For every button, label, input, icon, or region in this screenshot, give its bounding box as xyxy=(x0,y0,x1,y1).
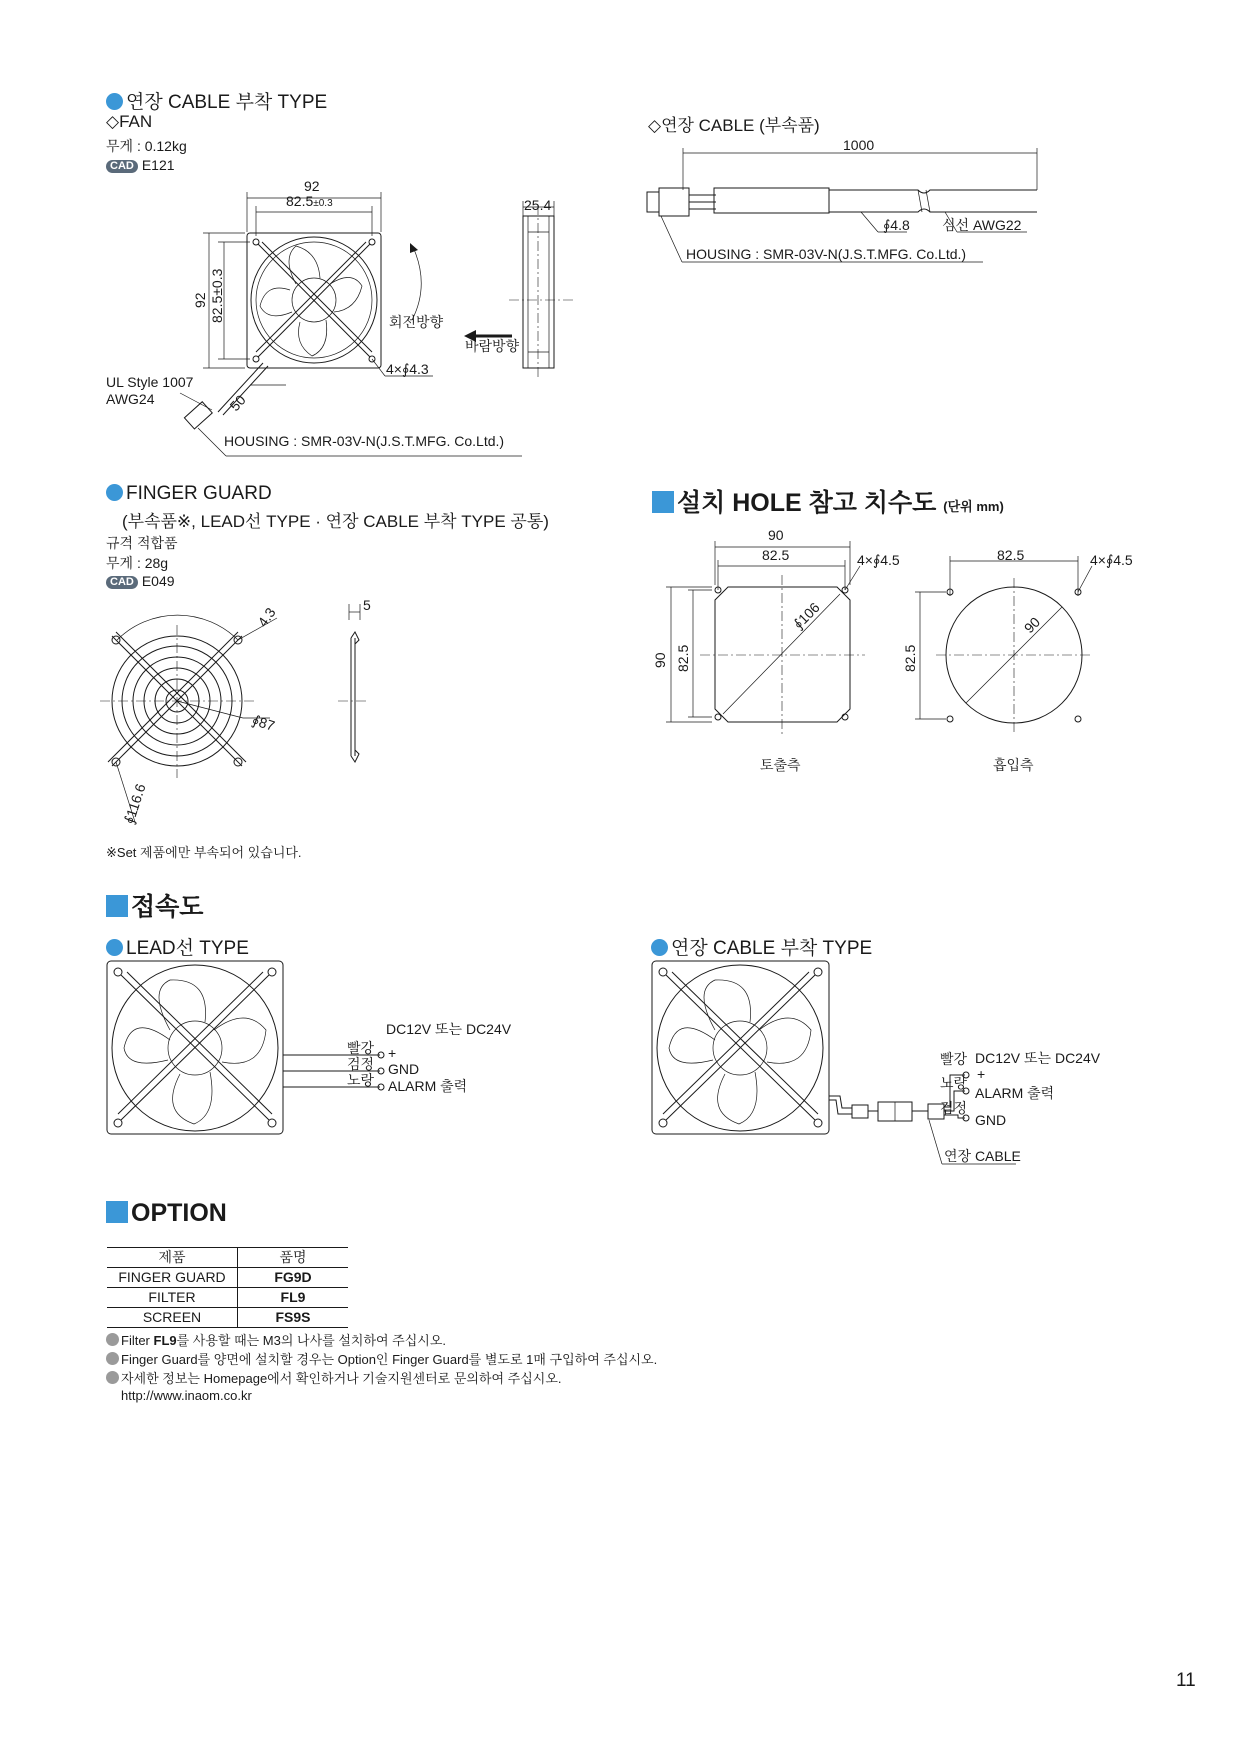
ext-cable-label: 연장 CABLE xyxy=(944,1148,1021,1164)
cable-housing-label: HOUSING : SMR-03V-N(J.S.T.MFG. Co.Ltd.) xyxy=(686,246,967,262)
hole-right-dia: 90 xyxy=(1020,613,1044,637)
hole-left-h82: 82.5 xyxy=(675,644,691,672)
hole-right-caption: 흡입측 xyxy=(993,757,1034,773)
hole-title: 설치 HOLE 참고 치수도 (단위 mm) xyxy=(652,483,1004,519)
table-cell: SCREEN xyxy=(107,1308,238,1328)
cable-title: ◇연장 CABLE (부속품) xyxy=(648,116,820,135)
wire-black-lead: 검정 xyxy=(347,1056,375,1072)
ul-style-label: UL Style 1007 xyxy=(106,374,194,390)
option-note-2: Finger Guard를 양면에 설치할 경우는 Option인 Finger Guard를 별도로 1매 구입하여 주십시오. xyxy=(106,1349,657,1368)
hole-right-h82: 82.5 xyxy=(902,644,918,672)
option-note-3: 자세한 정보는 Homepage에서 확인하거나 기술지원센터로 문의하여 주십시오. xyxy=(106,1368,562,1387)
table-cell: FL9 xyxy=(238,1288,349,1308)
hole-left-holes: 4×∮4.5 xyxy=(857,552,900,568)
fan-cad-ref: CAD E121 xyxy=(106,157,175,173)
homepage-url[interactable]: http://www.inaom.co.kr xyxy=(121,1388,252,1403)
dim-depth: 25.4 xyxy=(524,197,552,213)
table-cell: FINGER GUARD xyxy=(107,1268,238,1288)
table-header: 품명 xyxy=(238,1248,349,1268)
cad-badge: CAD xyxy=(106,576,138,589)
dim-guard-87: ∮87 xyxy=(250,711,277,734)
table-cell: FILTER xyxy=(107,1288,238,1308)
guard-subtitle: (부속품※, LEAD선 TYPE · 연장 CABLE 부착 TYPE 공통) xyxy=(122,512,549,531)
dim-92-height: 92 xyxy=(192,292,208,308)
table-cell: FG9D xyxy=(238,1268,349,1288)
guard-spec: 규격 적합품 xyxy=(106,535,178,551)
hole-left-w90: 90 xyxy=(768,527,784,543)
hole-left-caption: 토출측 xyxy=(760,757,801,773)
terminal-gnd-ext: GND xyxy=(975,1112,1007,1128)
guard-weight: 무게 : 28g xyxy=(106,555,169,571)
table-row xyxy=(107,1288,348,1308)
awg-label: AWG24 xyxy=(106,391,155,407)
wiring-title: 접속도 xyxy=(106,887,203,923)
dim-82-width: 82.5±0.3 xyxy=(286,193,333,209)
bullet-icon xyxy=(106,1371,119,1384)
supply-lead: DC12V 또는 DC24V xyxy=(386,1021,512,1037)
hole-right-w82: 82.5 xyxy=(997,547,1025,563)
wire-red-lead: 빨강 xyxy=(347,1040,375,1056)
guard-note: ※Set 제품에만 부속되어 있습니다. xyxy=(106,845,302,860)
wire-red-ext: 빨강 xyxy=(940,1051,968,1067)
cable-core: 심선 AWG22 xyxy=(942,217,1022,233)
table-cell: FS9S xyxy=(238,1308,349,1328)
terminal-alarm-lead: ALARM 출력 xyxy=(388,1078,468,1094)
dim-holes: 4×∮4.3 xyxy=(386,361,429,377)
dim-guard-43: 4.3 xyxy=(254,604,279,630)
wiring-lead-title: LEAD선 TYPE xyxy=(106,933,249,960)
airflow-label: 바람방향 xyxy=(465,338,520,354)
supply-ext: DC12V 또는 DC24V xyxy=(975,1050,1101,1066)
wire-yellow-lead: 노랑 xyxy=(347,1072,375,1088)
option-note-1: Filter FL9를 사용할 때는 M3의 나사를 설치하여 주십시오. xyxy=(106,1330,446,1349)
hole-left-h90: 90 xyxy=(652,652,668,668)
bullet-icon xyxy=(106,1333,119,1346)
dim-82-height: 82.5±0.3 xyxy=(209,268,225,323)
page-number: 11 xyxy=(1176,1670,1196,1691)
option-title: OPTION xyxy=(106,1199,227,1228)
fan-weight: 무게 : 0.12kg xyxy=(106,138,187,154)
dim-guard-thickness: 5 xyxy=(363,597,371,613)
wire-black-ext: 검정 xyxy=(940,1100,968,1116)
terminal-alarm-ext: ALARM 출력 xyxy=(975,1085,1055,1101)
table-row xyxy=(107,1308,348,1328)
fan-label: ◇FAN xyxy=(106,112,153,131)
cable-diameter: ∮4.8 xyxy=(883,217,910,233)
terminal-plus-ext: + xyxy=(977,1066,986,1082)
table-header: 제품 xyxy=(107,1248,238,1268)
cable-length: 1000 xyxy=(843,137,875,153)
table-row xyxy=(107,1268,348,1288)
dim-guard-116: ∮116.6 xyxy=(120,781,149,826)
terminal-plus-lead: + xyxy=(388,1045,397,1061)
fan-housing-label: HOUSING : SMR-03V-N(J.S.T.MFG. Co.Ltd.) xyxy=(224,433,505,449)
cad-badge: CAD xyxy=(106,160,138,173)
dim-92-width: 92 xyxy=(304,178,320,194)
guard-title: FINGER GUARD xyxy=(106,483,272,505)
guard-cad-ref: CAD E049 xyxy=(106,573,175,589)
dim-lead-length: 50 xyxy=(226,391,249,415)
bullet-icon xyxy=(106,1352,119,1365)
rotation-label: 회전방향 xyxy=(389,314,444,330)
table-header-row xyxy=(107,1248,348,1268)
wire-yellow-ext: 노랑 xyxy=(940,1075,968,1091)
terminal-gnd-lead: GND xyxy=(388,1061,420,1077)
option-table xyxy=(107,1247,348,1328)
wiring-ext-title: 연장 CABLE 부착 TYPE xyxy=(651,933,872,960)
hole-right-holes: 4×∮4.5 xyxy=(1090,552,1133,568)
section-title-extension-cable-type: 연장 CABLE 부착 TYPE xyxy=(106,87,327,114)
hole-left-w82: 82.5 xyxy=(762,547,790,563)
section-square-icon xyxy=(106,1201,128,1223)
hole-left-dia: ∮106 xyxy=(789,599,823,633)
